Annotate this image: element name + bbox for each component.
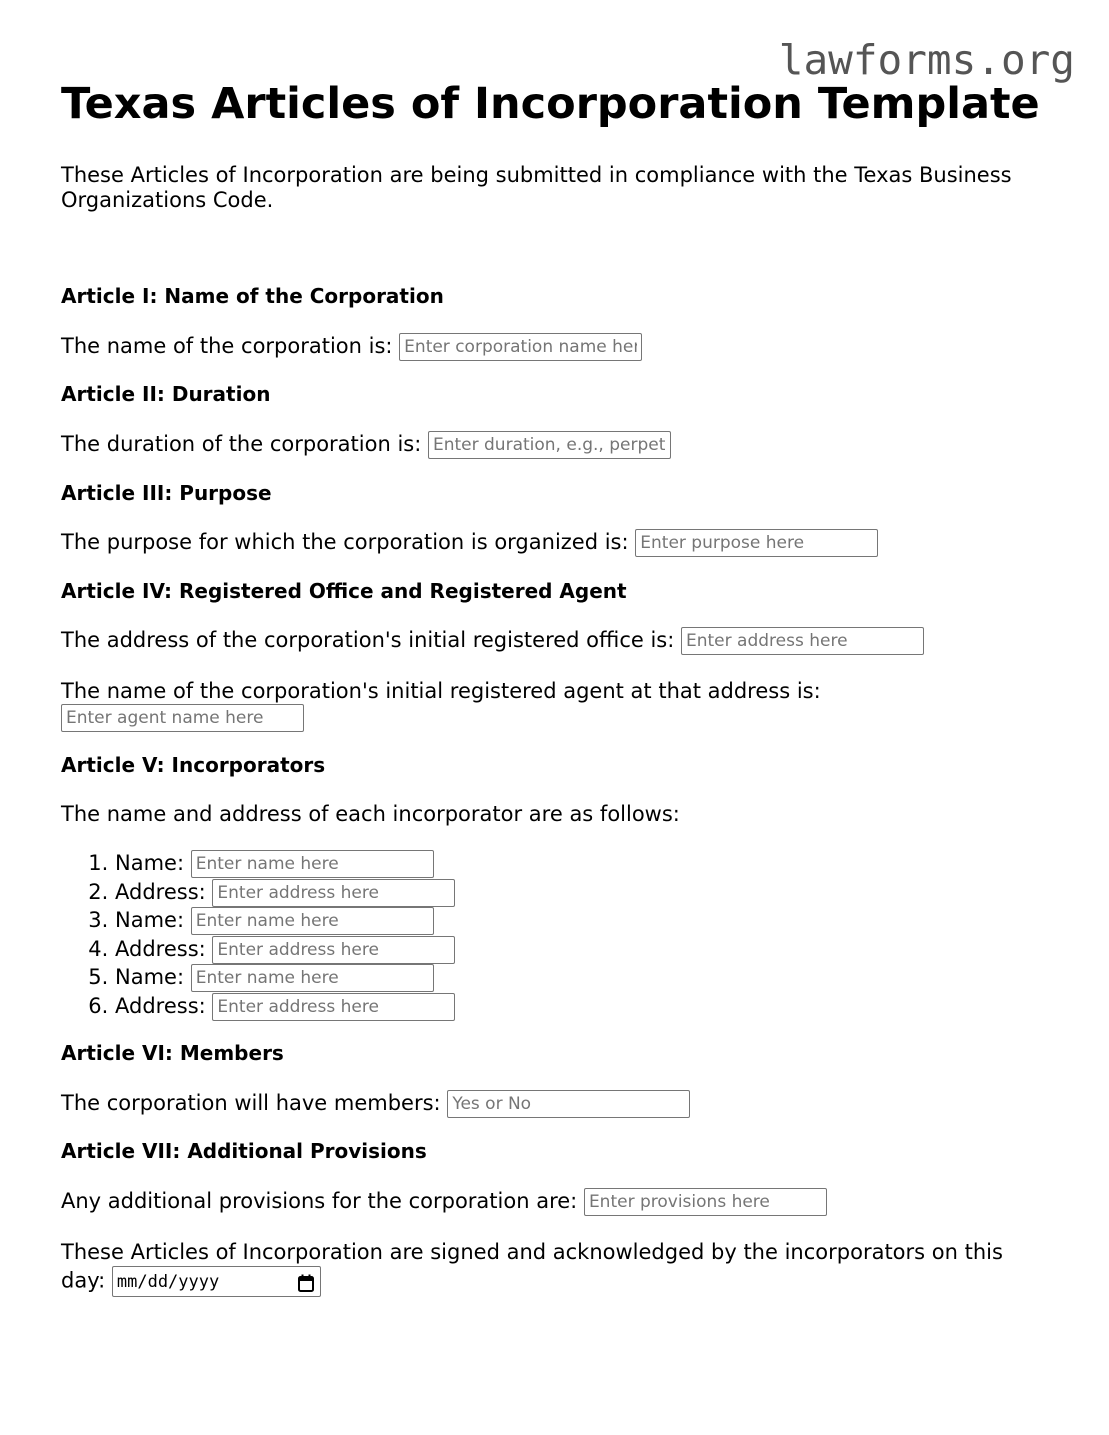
date-placeholder: mm/dd/yyyy <box>116 1271 220 1292</box>
article-6-heading: Article VI: Members <box>61 1041 284 1065</box>
members-input[interactable] <box>447 1090 690 1118</box>
signature-label: These Articles of Incorporation are signed and acknowledged by the incorporators on this day: <box>61 1240 1003 1293</box>
provisions-input[interactable] <box>584 1188 827 1216</box>
incorporator-3-address-label: Address: <box>115 993 206 1018</box>
incorporator-2-address-label: Address: <box>115 936 206 961</box>
page-title: Texas Articles of Incorporation Template <box>61 79 1040 129</box>
watermark: lawforms.org <box>778 36 1075 84</box>
list-item <box>115 906 661 935</box>
members-label: The corporation will have members: <box>61 1091 441 1115</box>
incorporator-1-address-input[interactable] <box>212 879 455 907</box>
incorporator-1-name-label: Name: <box>115 851 185 875</box>
article-2-heading: Article II: Duration <box>61 382 271 406</box>
duration-input[interactable] <box>428 431 671 459</box>
document <box>61 78 1061 1293</box>
registered-office-label: The address of the corporation's initial registered office is: <box>61 628 675 652</box>
article-1-label: The name of the corporation is: <box>61 334 393 358</box>
incorporator-1-address-label: Address: <box>115 879 206 904</box>
registered-agent-input[interactable] <box>61 704 304 732</box>
article-3-label: The purpose for which the corporation is organized is: <box>61 530 629 554</box>
article-4-office-line <box>61 627 924 655</box>
incorporator-3-address-input[interactable] <box>212 993 455 1021</box>
article-7-heading: Article VII: Additional Provisions <box>61 1139 427 1163</box>
calendar-icon[interactable] <box>298 1273 314 1291</box>
incorporators-list <box>61 849 661 1021</box>
corporation-name-input[interactable] <box>399 333 642 361</box>
article-4-heading: Article IV: Registered Office and Registered Agent <box>61 579 627 603</box>
incorporator-3-name-label: Name: <box>115 965 185 990</box>
incorporator-2-name-label: Name: <box>115 908 185 933</box>
article-3-line <box>61 529 878 557</box>
article-5-label: The name and address of each incorporator are as follows: <box>61 802 680 826</box>
incorporator-3-name-input[interactable] <box>191 964 434 992</box>
registered-office-input[interactable] <box>681 627 924 655</box>
list-item <box>115 878 661 907</box>
article-6-line <box>61 1090 690 1118</box>
intro-text: These Articles of Incorporation are being submitted in compliance with the Texas Business Organizations Code. <box>61 163 1012 212</box>
incorporator-1-name-input[interactable] <box>191 850 434 878</box>
article-1-line <box>61 333 642 361</box>
incorporator-2-name-input[interactable] <box>191 907 434 935</box>
article-5-heading: Article V: Incorporators <box>61 753 326 777</box>
article-2-line <box>61 431 671 459</box>
provisions-label: Any additional provisions for the corporation are: <box>61 1189 578 1213</box>
registered-agent-label: The name of the corporation's initial registered agent at that address is: <box>61 679 821 703</box>
article-2-label: The duration of the corporation is: <box>61 432 422 456</box>
signature-date-input[interactable] <box>112 1266 321 1297</box>
list-item <box>115 935 661 964</box>
purpose-input[interactable] <box>635 529 878 557</box>
article-7-line <box>61 1188 827 1216</box>
incorporators-list-wrap <box>61 849 661 1021</box>
signature-line <box>61 1238 1051 1297</box>
incorporator-2-address-input[interactable] <box>212 936 455 964</box>
list-item <box>115 992 661 1021</box>
article-3-heading: Article III: Purpose <box>61 481 272 505</box>
list-item <box>115 963 661 992</box>
article-1-heading: Article I: Name of the Corporation <box>61 284 444 308</box>
list-item <box>115 849 661 878</box>
